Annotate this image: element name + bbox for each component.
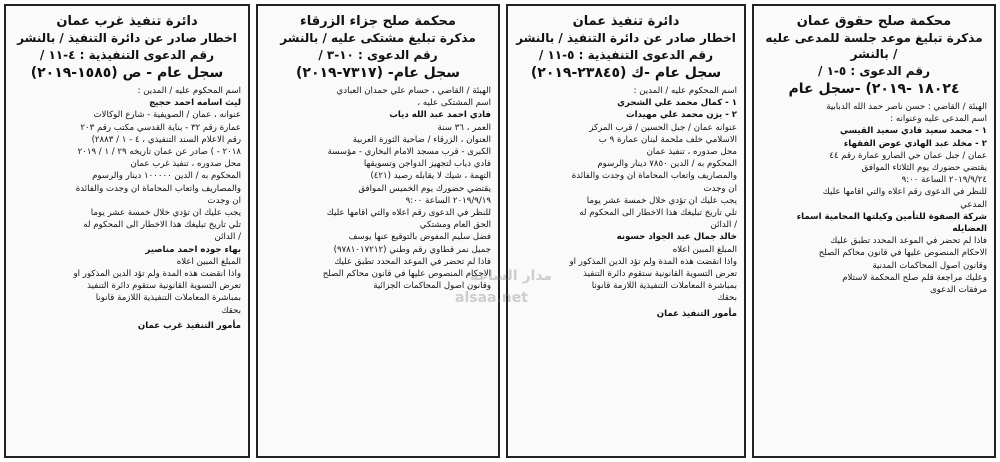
court-title: دائرة تنفيذ عمان <box>572 14 680 29</box>
notice-body <box>761 101 987 296</box>
body-line: مرفقات الدعوى <box>929 285 987 296</box>
body-line: الهيئة / القاضي ، حسام علي حمدان العبادي <box>336 86 491 96</box>
body-line: يقتضي حضورك يوم الخميس الموافق <box>358 183 491 194</box>
watermark-logo-text: مدار الساعة <box>470 268 553 284</box>
body-line: الاسلامي خلف ملحمة لبنان عمارة ٩ ب <box>598 134 737 145</box>
body-line: الاحكام المنصوص عليها في قانون محاكم الصلح <box>818 248 987 259</box>
body-line: بمباشرة المعاملات التنفيذية اللازمة قانونا <box>591 281 737 292</box>
notice-subtitle: اخطار صادر عن دائرة التنفيذ / بالنشر <box>516 31 736 45</box>
body-line: المحكوم به / الدين ٧٨٥٠ دينار والرسوم <box>597 159 737 170</box>
body-line: فادي احمد عبد الله دياب <box>389 110 491 121</box>
body-line: يجب عليك ان تؤدي خلال خمسة عشر يوما <box>586 195 737 206</box>
notice-subtitle: مذكرة تبليغ مشتكى عليه / بالنشر <box>280 31 476 45</box>
watermark-site: alsaa.net <box>455 290 528 306</box>
body-line: عمان / جبل عمان حي الصارو عمارة رقم ٤٤ <box>829 150 987 161</box>
body-line: جميل نمر قطاوي رقم وطني (٩٧٨١٠١٧٢١٢) <box>333 244 491 255</box>
notice-body <box>515 85 737 305</box>
body-line: اسم المحكوم عليه / المدين : <box>633 86 737 96</box>
body-line: والمصاريف واتعاب المحاماة ان وجدت والفائدة <box>75 183 241 194</box>
body-line: رقم الاعلام السند التنفيذي ، ٤ - ١ / ٢٨٨٣) <box>91 134 241 145</box>
body-line: بحقك <box>221 305 241 316</box>
body-line: وقانون اصول المحاكمات المدنية <box>872 260 987 271</box>
body-line: / الدائن <box>214 232 241 243</box>
body-line: محل صدوره ، تنفيذ عمان <box>646 147 737 158</box>
body-line: الحق العام ومشتكي <box>419 220 491 231</box>
case-number: (٧٣١٧-٢٠١٩) -سجل عام <box>296 65 460 81</box>
body-line: تلي تاريخ تبليغك هذا الاخطار الى المحكوم له <box>83 220 241 231</box>
body-line: عنوانه ، عمان / الصويفية - شارع الوكالات <box>93 110 241 121</box>
body-line: فاذا لم تحضر في الموعد المحدد تطبق عليك <box>334 256 491 267</box>
notice-subtitle: مذكرة تبليغ موعد جلسة للمدعى عليه <box>765 31 983 45</box>
case-number: ١٨٠٢٤ -٢٠١٩) -سجل عام <box>788 81 960 97</box>
body-line: / الدائن <box>710 220 737 231</box>
notice-signature: مأمور التنفيذ غرب عمان <box>137 320 241 331</box>
notice-body <box>13 85 241 317</box>
body-line: ان وجدت <box>207 195 241 206</box>
body-line: ٢٠١٩/٩/٢٤ الساعة ٩:٠٠ <box>901 175 987 186</box>
body-line: واذا انقضت هذه المدة ولم تؤد الدين المذكور او <box>569 256 737 267</box>
body-line: ٢ - مخلد عبد الهادي عوض الفقهاء <box>843 138 987 149</box>
body-line: ليث اسامه احمد حجيج <box>149 98 241 109</box>
body-line: اسم المحكوم عليه / المدين : <box>137 86 241 96</box>
body-line: تعرض التسوية القانونية ستقوم دائرة التنفيذ <box>87 281 241 292</box>
notice-subtitle: اخطار صادر عن دائرة التنفيذ / بالنشر <box>17 31 237 45</box>
body-line: العضايله <box>952 224 987 235</box>
body-line: ٢٠١٨ - ) صادر عن عمان تاريخه ٢٩ / ١ / ٢٠١٩ <box>77 147 241 158</box>
body-line: الكبرى - قرب مسجد الامام البخاري - مؤسسة <box>327 147 491 158</box>
body-line: ٢ - يزن محمد علي مهيدات <box>625 110 737 121</box>
body-line: ١ - محمد سعيد فادي سعيد القيسي <box>839 126 987 137</box>
body-line: تلي تاريخ تبليغك هذا الاخطار الى المحكوم له <box>579 208 737 219</box>
body-line: عنوانه عمان / جبل الحسين / قرب المركز <box>589 122 737 133</box>
body-line: المدعي <box>960 199 987 210</box>
body-line: اسم المشتكى عليه ، <box>417 98 491 109</box>
notice-signature: مأمور التنفيذ عمان <box>656 308 737 319</box>
body-line: يقتضي حضورك يوم الثلاثاء الموافق <box>861 163 987 174</box>
body-line: تعرض التسوية القانونية ستقوم دائرة التنفيذ <box>583 269 737 280</box>
body-line: وقانون اصول المحاكمات الجزائية <box>373 281 491 292</box>
case-label: رقم الدعوى : ٥-١ / <box>818 64 930 78</box>
body-line: للنظر في الدعوى رقم اعلاه والتي اقامها عليك <box>822 187 987 198</box>
body-line: العنوان ، الزرقاء / ضاحية الثورة العربية <box>352 134 491 145</box>
body-line: خالد جمال عبد الجواد حسونه <box>616 232 737 243</box>
body-line: ٢٠١٩/٩/١٩ الساعة ٩:٠٠ <box>405 195 491 206</box>
case-label: رقم الدعوى التنفيذية : ٥-١١ / <box>538 48 714 62</box>
body-line: المبلغ المبين اعلاه <box>672 244 737 255</box>
body-line: للنظر في الدعوى رقم اعلاه والتي اقامها عليك <box>326 208 491 219</box>
case-number: (١٥٨٥-٢٠١٩) سجل عام - ص <box>30 65 224 81</box>
case-label: رقم الدعوى : ١٠-٣ / <box>318 48 438 62</box>
body-line: بحقك <box>717 293 737 304</box>
body-line: العمر ، ٣٦ سنة <box>437 122 491 133</box>
case-number: (٢٣٨٤٥-٢٠١٩) سجل عام -ك <box>530 65 722 81</box>
court-title: محكمة صلح جزاء الزرقاء <box>300 14 456 29</box>
body-line: محل صدوره ، تنفيذ غرب عمان <box>130 159 241 170</box>
body-line: المحكوم به / الدين ١٠٠٠٠٠ دينار والرسوم <box>92 171 241 182</box>
body-line: وعليك مراجعة قلم صلح المحكمة لاستلام <box>842 272 987 283</box>
body-line: فادي دياب لتجهيز الدواجن وتسويقها <box>363 159 491 170</box>
notice-body <box>265 85 491 292</box>
body-line: واذا انقضت هذه المدة ولم تؤد الدين المذكور او <box>73 269 241 280</box>
court-title: محكمة صلح حقوق عمان <box>796 14 952 29</box>
body-line: ١ - كمال محمد علي الشحري <box>617 98 737 109</box>
body-line: بهاء جوده احمد مناصير <box>145 244 241 255</box>
body-line: فضل سليم المفوض بالتوقيع عنها يوسف <box>348 232 491 243</box>
body-line: فاذا لم تحضر في الموعد المحدد تطبق عليك <box>830 236 987 247</box>
notice-amman-rights-court <box>752 4 996 458</box>
body-line: شركة الصفوة للتأمين وكيلتها المحامية اسماء <box>796 211 987 222</box>
notice-subtitle-2: / بالنشر <box>850 47 898 61</box>
body-line: ان وجدت <box>703 183 737 194</box>
court-title: دائرة تنفيذ غرب عمان <box>56 14 198 29</box>
notice-amman-execution <box>506 4 746 458</box>
body-line: عمارة رقم ٣٢ - بناية القدسي مكتب رقم ٢٠٣ <box>80 122 241 133</box>
body-line: التهمة ، شيك لا يقابله رصيد (٤٢١) <box>370 171 491 182</box>
body-line: الاحكام المنصوص عليها في قانون محاكم الصلح <box>322 269 491 280</box>
body-line: والمصاريف واتعاب المحاماة ان وجدت والفائدة <box>571 171 737 182</box>
notice-west-amman-execution <box>4 4 250 458</box>
body-line: يجب عليك ان تؤدي خلال خمسة عشر يوما <box>90 208 241 219</box>
notice-zarqa-criminal-court <box>256 4 500 458</box>
case-label: رقم الدعوى التنفيذية : ٤-١١ / <box>39 48 215 62</box>
body-line: اسم المدعى عليه وعنوانه : <box>890 114 987 125</box>
body-line: بمباشرة المعاملات التنفيذية اللازمة قانونا <box>95 293 241 304</box>
body-line: المبلغ المبين اعلاه <box>176 256 241 267</box>
body-line: الهيئة / القاضي : حسن ناصر حمد الله الدبابية <box>826 102 987 112</box>
